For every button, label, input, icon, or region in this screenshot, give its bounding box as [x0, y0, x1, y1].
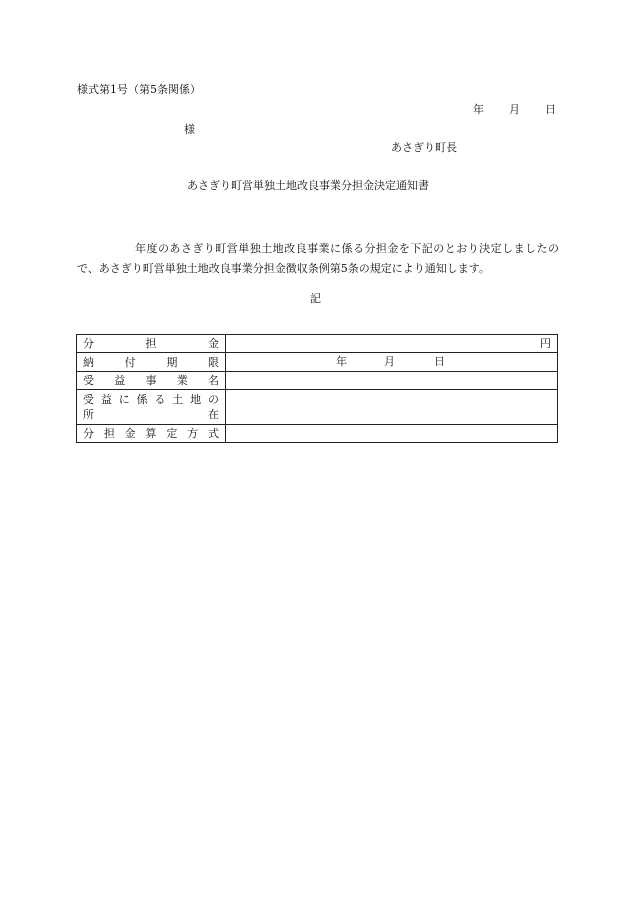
- date-day-label: 日: [545, 103, 556, 116]
- form-number: 様式第1号（第5条関係）: [77, 83, 201, 96]
- table-row-location: [77, 390, 558, 425]
- label-method: 分担金算定方式: [77, 425, 226, 443]
- body-text: 年度のあさぎり町営単独土地改良事業に係る分担金を下記のとおり決定しましたので、あさぎり町営単独土地改良事業分担金徴収条例第5条の規定により通知します。: [77, 242, 559, 275]
- value-method: [226, 425, 558, 443]
- table-row-method: [77, 425, 558, 443]
- table-row-amount: [77, 335, 558, 353]
- detail-table: [76, 334, 558, 443]
- table-row-deadline: [77, 353, 558, 372]
- value-amount: 円: [226, 335, 558, 353]
- deadline-year-label: 年: [336, 355, 347, 368]
- label-deadline: 納付期限: [77, 353, 226, 372]
- label-location: [77, 390, 226, 425]
- label-location-line1: 受益に係る土地の: [83, 393, 219, 406]
- value-deadline: [226, 353, 558, 372]
- addressee-honorific: 様: [184, 123, 195, 136]
- deadline-month-label: 月: [384, 355, 395, 368]
- label-amount: 分担金: [77, 335, 226, 353]
- label-project: 受益事業名: [77, 372, 226, 390]
- date-month-label: 月: [509, 103, 520, 116]
- sender-name: あさぎり町長: [391, 141, 457, 154]
- document-title: あさぎり町営単独土地改良事業分担金決定通知書: [187, 179, 429, 192]
- date-year-label: 年: [473, 103, 484, 116]
- deadline-day-label: 日: [434, 355, 445, 368]
- value-location: [226, 390, 558, 425]
- label-location-line2: 所在: [83, 408, 219, 421]
- table-row-project: [77, 372, 558, 390]
- value-project: [226, 372, 558, 390]
- ki-label: 記: [310, 292, 321, 305]
